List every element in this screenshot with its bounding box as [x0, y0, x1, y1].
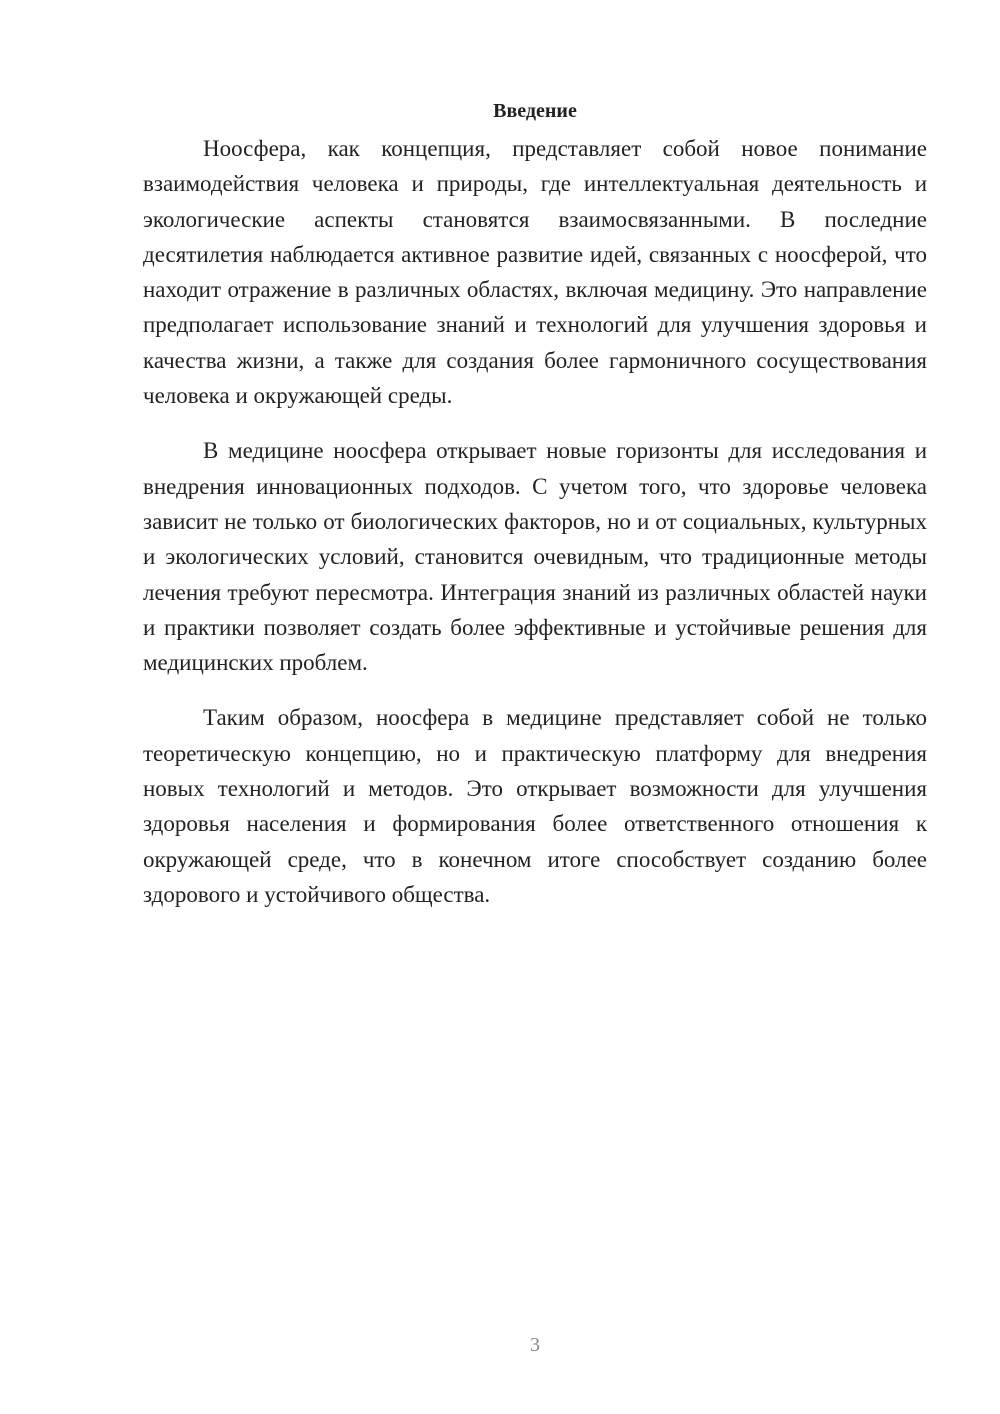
- section-heading: Введение: [493, 100, 577, 122]
- paragraph-1: Ноосфера, как концепция, представляет собой новое понимание взаимодействия человека и природы, где интеллектуальная деятельность и экологические аспекты становятся взаимосвязанными. В последние десятилетия наблюдается активное развитие идей, связанных с ноосферой, что находит отражение в различных областях, включая медицину. Это направление предполагает использование знаний и технологий для улучшения здоровья и качества жизни, а также для создания более гармоничного сосуществования человека и окружающей среды.: [143, 136, 927, 409]
- page-number: 3: [530, 1334, 540, 1356]
- page-content: [143, 96, 927, 912]
- paragraph-2: В медицине ноосфера открывает новые горизонты для исследования и внедрения инновационных подходов. С учетом того, что здоровье человека зависит не только от биологических факторов, но и от социальных, культурных и экологических условий, становится очевидным, что традиционные методы лечения требуют пересмотра. Интеграция знаний из различных областей науки и практики позволяет создать более эффективные и устойчивые решения для медицинских проблем.: [143, 438, 927, 676]
- paragraph-3: Таким образом, ноосфера в медицине представляет собой не только теоретическую концепцию, но и практическую платформу для внедрения новых технологий и методов. Это открывает возможности для улучшения здоровья населения и формирования более ответственного отношения к окружающей среде, что в конечном итоге способствует созданию более здорового и устойчивого общества.: [143, 705, 927, 907]
